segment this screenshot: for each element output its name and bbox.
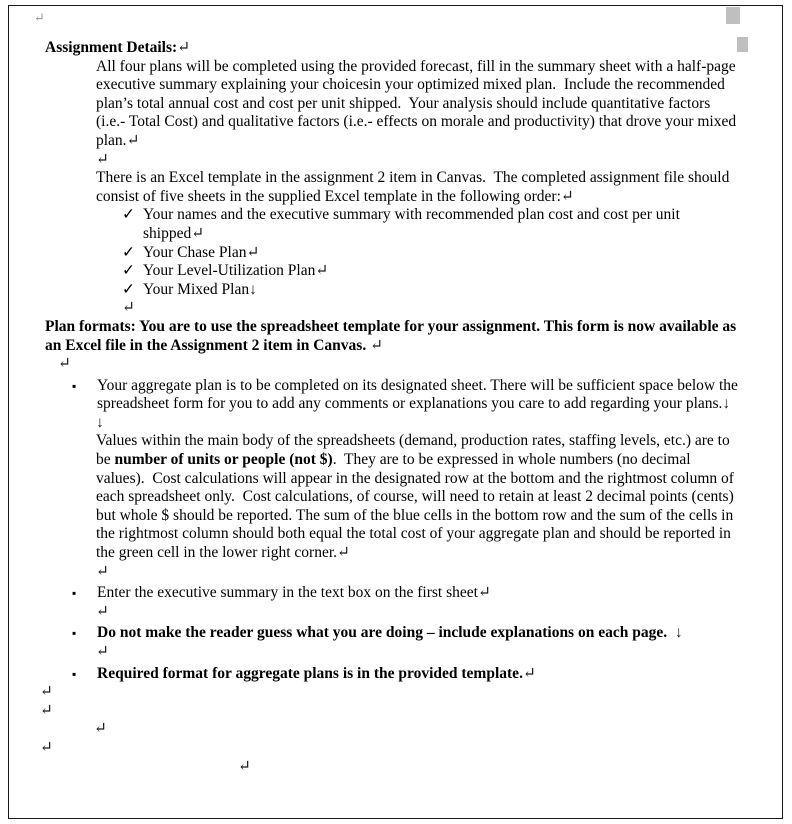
formatting-mark: ↵ (40, 683, 53, 701)
formatting-mark: ↵ (34, 10, 45, 25)
line-break-mark: ↓ (722, 395, 731, 413)
section-heading (45, 39, 743, 58)
line-break-mark: ↓ (96, 413, 104, 431)
intro-paragraph (96, 58, 743, 151)
list-item-text (97, 665, 743, 684)
empty-line (96, 151, 743, 170)
line-break-mark: ↓ (249, 280, 257, 298)
bullet-icon: ▪ (72, 666, 77, 681)
list-item-text (97, 584, 743, 603)
empty-line (122, 299, 743, 318)
checkmark-icon: ✓ (122, 243, 135, 261)
list-item-body: Your names and the executive summary with recommended plan cost and cost per unit shipped (143, 206, 684, 242)
paragraph-text: Plan formats: You are to use the spreadsheet template for your assignment. This form is now available as an Excel file in the Assignment 2 item in Canvas. (45, 317, 741, 354)
line-break-mark: ↓ (667, 624, 683, 642)
empty-line (58, 355, 743, 374)
bullet-icon: ▪ (72, 378, 77, 393)
paragraph-mark: ↵ (177, 39, 191, 56)
bullet-icon: ▪ (72, 626, 77, 641)
document-body (40, 39, 743, 776)
list-item-text (97, 377, 743, 414)
paragraph-bold-run: number of units or people (not $) (114, 451, 333, 469)
bullet-list-item (72, 665, 743, 684)
formatting-mark: ↵ (238, 757, 251, 775)
paragraph-text: . They are to be expressed in whole numbers (no decimal values). Cost calculations will appear in the designated row at the bottom and the rightmost column of each spreadsheet only. Cost calculations, of course, will need to retain at least 2 decimal points (cents) but whole $ should be reported. The sum of the blue cells in the bottom row and the sum of the cells in the rightmost column should both equal the total cost of your aggregate plan and should be reported in the green cell in the lower right corner. (96, 451, 738, 562)
paragraph-mark: ↵ (96, 562, 109, 580)
list-item-body: Your Mixed Plan (143, 280, 250, 298)
paragraph-mark: ↵ (191, 224, 205, 242)
check-list-item (122, 244, 743, 263)
formatting-mark: ↵ (40, 738, 53, 756)
list-item-body: Do not make the reader guess what you are doing – include explanations on each page. (97, 624, 668, 642)
bullet-icon: ▪ (72, 586, 77, 601)
paragraph-mark: ↵ (96, 643, 109, 660)
list-item-text (143, 206, 743, 243)
paragraph-mark: ↵ (477, 584, 491, 602)
values-paragraph (96, 432, 743, 562)
checkmark-icon: ✓ (122, 206, 135, 224)
paragraph-text: All four plans will be completed using the provided forecast, fill in the summary sheet with a half-page executive summary explaining your choicesin your optimized mixed plan. Include the recommended plan’s total annual cost and cost per unit shipped. Your analysis should include quantitative factors (i.e.- Total Cost) and qualitative factors (i.e.- effects on morale and productivity) that drove your mixed plan. (96, 57, 740, 149)
bullet-list-item (72, 377, 743, 414)
check-list-item (122, 281, 743, 300)
heading-text: Assignment Details: (45, 39, 178, 56)
paragraph-text: There is an Excel template in the assignment 2 item in Canvas. The completed assignment file should consist of five sheets in the supplied Excel template in the following order: (96, 169, 734, 205)
paragraph-mark: ↵ (122, 299, 135, 317)
paragraph-mark: ↵ (58, 355, 71, 373)
empty-line (96, 603, 743, 622)
plan-formats-paragraph (45, 318, 743, 355)
list-item-text (143, 281, 743, 300)
paragraph-mark: ↵ (366, 336, 384, 354)
checkmark-icon: ✓ (122, 262, 135, 280)
artifact-box (726, 7, 740, 24)
formatting-mark: ↵ (94, 720, 107, 738)
paragraph-mark: ↵ (560, 187, 574, 205)
list-item-body: Your Chase Plan (143, 243, 247, 261)
paragraph-mark: ↵ (246, 243, 260, 261)
list-item-body: Required format for aggregate plans is in the provided template. (97, 664, 523, 682)
checkmark-icon: ✓ (122, 280, 135, 298)
check-list-item (122, 262, 743, 281)
list-item-text (143, 244, 743, 263)
bullet-list-item (72, 624, 743, 643)
list-item-body: Enter the executive summary in the text box on the first sheet (97, 584, 478, 602)
paragraph-mark: ↵ (522, 664, 536, 682)
paragraph-mark: ↵ (126, 131, 140, 149)
check-list-item (122, 206, 743, 243)
paragraph-mark: ↵ (315, 262, 329, 280)
document-page (8, 5, 783, 819)
bullet-list-item (72, 584, 743, 603)
list-item-text (97, 624, 743, 643)
paragraph-text: Values within the main body of the spreadsheets (demand, production rates, staffing levels, etc.) are to be (96, 432, 734, 469)
list-item-body: Your Level-Utilization Plan (143, 262, 316, 280)
paragraph-mark: ↵ (96, 150, 109, 168)
formatting-mark: ↵ (40, 701, 53, 719)
paragraph-mark: ↵ (96, 602, 109, 620)
paragraph-mark: ↵ (337, 544, 351, 562)
template-paragraph (96, 169, 743, 206)
empty-line (96, 563, 743, 582)
empty-line (96, 414, 743, 433)
list-item-text (143, 262, 743, 281)
list-item-body: Your aggregate plan is to be completed on its designated sheet. There will be sufficient space below the spreadsheet form for you to add any comments or explanations you care to add regarding your plans. (97, 376, 742, 413)
empty-line (96, 643, 743, 662)
